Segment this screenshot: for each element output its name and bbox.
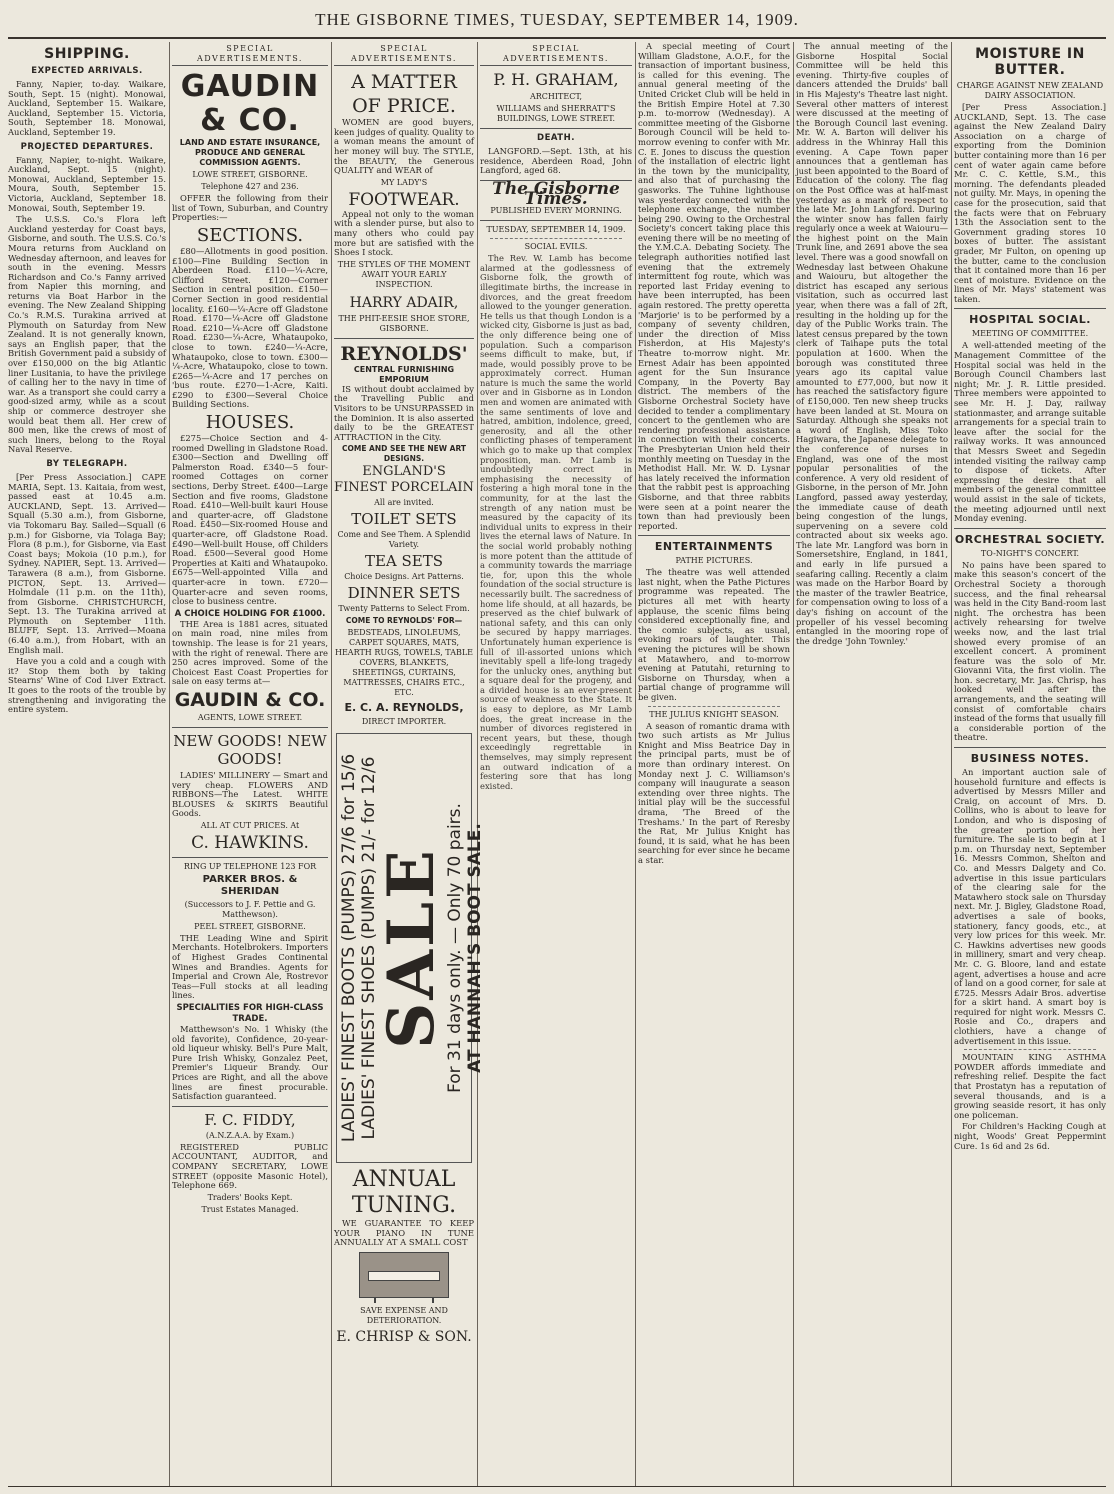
expected-arrivals-heading: EXPECTED ARRIVALS. [31, 66, 143, 76]
eca-reynolds-name: E. C. A. REYNOLDS, [344, 701, 464, 715]
cough-cure-ad: For Children's Hacking Cough at night, Woods' Great Peppermint Cure. 1s 6d and 2s 6d. [954, 1121, 1106, 1151]
gaudin-address: LOWE STREET, GISBORNE. [192, 170, 308, 180]
houses-list: £275—Choice Section and 4-roomed Dwelling in Gladstone Road. £300—Section and Dwelling off Palmerston Road. £340—5 four-roomed Cottages on corner sections, Derby Street. £400—Large Section and five rooms, Gladstone Road. £410—Well-built kauri House and quarter-acre, off Gladstone Road. £450—Six-roomed House and quarter-acre, off Gladstone Road. £490—Well-built House, off Childers Road. £500—Several good Home Properties at Kaiti and Whataupoko. £675—Well-appointed Villa and quarter-acre in town. £720—Quarter-acre and seven rooms, close to business centre. [172, 433, 328, 607]
ad-rule [172, 727, 328, 728]
section-rule [480, 220, 632, 221]
column-gaudin-ads [172, 42, 328, 1482]
bottom-rule [8, 1486, 1106, 1487]
dash-rule [490, 238, 622, 239]
eca-subtitle: DIRECT IMPORTER. [361, 717, 447, 727]
boot-sale-rotated [339, 738, 485, 1158]
section-rule [954, 308, 1106, 309]
article-body: The Rev. W. Lamb has become alarmed at the godlessness of Gisborne folk, the growth of illegitimate births, the increase in divorces, and the great freedom allowed to the younger generation. He tells us that though London is a wicked city, Gisborne is just as bad, the only difference being one of population. Such a comparison seems difficult to make, but, if made, would possibly prove to be approximately correct. Human nature is much the same the world over and in Gisborne as in London men and women are animated with the same sentiments of love and hatred, ambition, indolence, greed, generosity, and all the other conflicting phases of temperament which go to make up that complex proposition, man. Mr Lamb is undoubtedly correct in emphasising the necessity of fostering a high moral tone in the community, for at the last the strength of any nation must be measured by the capacity of its individual units to express in their lives the eternal laws of Nature. In the social world probably nothing is more potent than the attitude of a community towards the marriage tie, for, upon this the whole foundation of the social structure is necessarily built. The sacredness of home life should, at all hazards, be preserved as the chief bulwark of national safety, and this can only be secured by happy marriages. Unfortunately human experience is full of ill-assorted unions which inevitably spell a life-long tragedy for the unlucky ones, anything but a square deal for the progeny, and a divided house is an ever-present source of weakness to the State. It is easy to deplore, as Mr Lamb does, the great increase in the number of divorces registered in recent years, but these, though exceedingly regrettable in themselves, may simply represent an outward indication of a festering sore that has long existed. [480, 253, 632, 791]
published-every-morning: PUBLISHED EVERY MORNING. [490, 206, 622, 216]
masthead [0, 0, 1114, 40]
paper-title: The Gisborne Times. [492, 178, 620, 209]
column-divider [951, 42, 952, 1487]
projected-departures-heading: PROJECTED DEPARTURES. [20, 141, 154, 152]
column-editorial [480, 42, 632, 1482]
projected-departures-text: Fanny, Napier, to-night. Waikare, Auckland, Sept. 15 (night). Monowai, Auckland, September 15. Moura, South, September 15. Victoria, Auckland, September 18. Monowai, South, September 19. [8, 154, 166, 213]
emporium-subheading: CENTRAL FURNISHING EMPORIUM [353, 364, 455, 384]
piano-icon [359, 1252, 449, 1298]
sale-word: SALE [374, 847, 449, 1050]
gaudin-logo: GAUDIN & CO. [180, 69, 320, 139]
chrisp-name: E. CHRISP & SON. [336, 1329, 472, 1346]
tea-sub: Choice Designs. Art Patterns. [344, 572, 464, 582]
peel-street: PEEL STREET, GISBORNE. [194, 921, 306, 931]
toilet-sub: Come and See Them. A Splendid Variety. [337, 530, 471, 550]
sale-line-hannahs: AT HANNAH'S BOOT SALE. [465, 823, 485, 1074]
column-divider [793, 42, 794, 1487]
appeal-text: Appeal not only to the woman with a slender purse, but also to many others who could pay more but are satisfied with the Shoes I stock. [334, 208, 474, 258]
julius-knight-text: A season of romantic drama with two such artists as Mr Julius Knight and Miss Beatrice Day in the principal parts, must be of more than ordinary interest. On Monday next J. C. Williamson's company will inaugurate a season extending over three nights. The initial play will be the successful drama, 'The Breed of the Treshams.' In the part of Reresby the Rat, Mr Julius Knight has found, it is said, what he has been searching for ever since he became a star. [638, 720, 790, 865]
sale-line-days: For 31 days only. — Only 70 pairs. [445, 803, 465, 1094]
death-notice: LANGFORD.—Sept. 13th, at his residence, Aberdeen Road, John Langford, aged 68. [480, 146, 632, 176]
porcelain-heading: ENGLAND'S FINEST PORCELAIN [334, 464, 474, 496]
pathe-text: The theatre was well attended last night, when the Pathe Pictures programme was repeated. The pictures all met with hearty applause, the scenic films being considered exceptionally fine, and the comic subjects, as usual, evoking roars of laughter. This evening the pictures will be shown at Matawhero, and to-morrow evening at Patutahi, returning to Gisborne on Thursday, when a partial change of programme will be given. [638, 567, 790, 702]
cut-prices: ALL AT CUT PRICES. At [200, 820, 300, 830]
pathe-heading: PATHE PICTURES. [675, 556, 753, 566]
column-local-news [638, 42, 790, 1482]
choice-holding-heading: A CHOICE HOLDING FOR £1000. [174, 608, 326, 619]
matter-of-price-heading: A MATTER OF PRICE. [351, 71, 457, 118]
ad-rule [172, 857, 328, 858]
tuning-text: WE GUARANTEE TO KEEP YOUR PIANO IN TUNE ANNUALLY AT A SMALL COST [334, 1218, 474, 1248]
sale-line-boots: LADIES' FINEST BOOTS (PUMPS) 27/6 for 15/6 [339, 754, 359, 1143]
annual-heading: ANNUAL [352, 1167, 456, 1193]
choice-holding-text: THE Area is 1881 acres, situated on main road, nine miles from township. The lease is for 21 years, with the right of renewal. There are 250 acres improved. Some of the Choicest East Coast Properties for sale on easy terms at— [172, 618, 328, 687]
sale-line-shoes: LADIES' FINEST SHOES (PUMPS) 21/- for 12/6 [359, 756, 379, 1140]
julius-knight-heading: THE JULIUS KNIGHT SEASON. [649, 709, 779, 719]
new-goods-heading: NEW GOODS! NEW GOODS! [173, 731, 327, 768]
by-telegraph-heading: BY TELEGRAPH. [46, 458, 128, 469]
expected-arrivals-text: Fanny, Napier, to-day. Waikare, South, Sept. 15 (night). Monowai, Auckland, September 15. Waikare, Auckland, September 15. Victoria, South, September 18. Monowai, Auckland, September 19. [8, 79, 166, 137]
dash-rule [648, 706, 780, 707]
art-designs: COME AND SEE THE NEW ART DESIGNS. [341, 444, 467, 464]
tea-sets: TEA SETS [364, 552, 444, 571]
section-rule [954, 747, 1106, 748]
sections-list: £80—Allotments in good position. £100—Fine Building Section in Aberdeen Road. £110—¼-Acre, Clifford Street. £120—Corner Section in central position. £150—Corner Section in good residential locality. £160—¼-Acre off Gladstone Road. £170—¼-Acre off Gladstone Road. £210—¼-Acre off Gladstone Road. £230—¼-Acre, Whataupoko, close to town. £240—¼-Acre, Whataupoko, close to town. £300—¼-Acre, Whataupoko, close to town. £265—¼-Acre and 17 perches on 'bus route. £270—1-Acre, Kaiti. £290 to £300—Several Choice Building Sections. [172, 245, 328, 410]
moisture-subheading: CHARGE AGAINST NEW ZEALAND DAIRY ASSOCIATION. [956, 81, 1104, 100]
column-shipping [8, 42, 166, 1482]
reynolds-list: BEDSTEADS, LINOLEUMS, CARPET SQUARES, MATS, HEARTH RUGS, TOWELS, TABLE COVERS, BLANKETS, SHEETINGS, CURTAINS, MATTRESSES, CHAIRS ETC., ETC. [334, 628, 474, 698]
orchestral-heading: ORCHESTRAL SOCIETY. [954, 532, 1106, 546]
death-heading: DEATH. [537, 133, 575, 144]
ring-telephone: RING UP TELEPHONE 123 FOR [183, 861, 317, 871]
gaudin-agents: AGENTS, LOWE STREET. [197, 712, 303, 722]
newspaper-title: THE GISBORNE TIMES, TUESDAY, SEPTEMBER 14, 1909. [315, 10, 799, 29]
shipping-news-text: The U.S.S. Co.'s Flora left Auckland yesterday for Coast bays, Gisborne, and south. The U.S.S. Co.'s Moura returns from Auckland on Wednesday afternoon, and leaves for south in the evening. Messrs Richardson and Co.'s Fanny arrived from Napier this morning, and returns via Boat Harbor in the evening. The New Zealand Shipping Co.'s R.M.S. Turakina arrived at Plymouth on Saturday from New Zealand. It is not generally known, says an English paper, that the British Government paid a subsidy of over £150,000 on the big Atlantic liner Lusitania, to have the privilege of calling her to the navy in time of war. As a transport she could carry a good-sized army, while as a scout ship or commerce destroyer she would beat them all. Her crew of 800 men, like the crews of most of such liners, belong to the Royal Naval Reserve. [8, 214, 167, 455]
specialities-text: Matthewson's No. 1 Whisky (the old favorite), Confidence, 20-year-old liqueur whisky. Bell's Pure Malt, Pure Irish Whisky, Gonzalez Peet, Premier's Liqueur Brandy. Our Prices are Right, and all the above lines are finest procurable. Satisfaction guaranteed. [172, 1024, 328, 1102]
article-heading: SOCIAL EVILS. [524, 242, 588, 252]
dinner-sub: Twenty Patterns to Select From. [338, 604, 470, 614]
ad-rule [172, 1106, 328, 1107]
ad-rule [334, 338, 474, 339]
my-ladys: MY LADY'S [380, 177, 428, 187]
local-news-text: A special meeting of Court William Gladstone, A.O.F., for the transaction of important business, is called for this evening. The annual general meeting of the United Cricket Club will be held in the British Empire Hotel at 7.30 p.m. to-morrow (Wednesday). A committee meeting of the Gisborne Borough Council will be held to-morrow evening to confer with Mr. C. E. Jones to discuss the question of the installation of electric light in the town by the municipality, and also that of purchasing the gasworks. The Tuhine lighthouse was yesterday connected with the telephone exchange, the number being 290. Owing to the Orchestral Society's concert taking place this evening there will be no meeting of the Y.M.C.A. Debating Society. The telegraph authorities notified last evening that the extremely intermittent fog route, which was reported last Friday evening to have been interrupted, has been again restored. The pretty operetta 'Marjorie' is to be performed by a company of seventy children, under the direction of Miss Fisherdon, at His Majesty's Theatre to-morrow night. Mr. Ernest Adair has been appointed agent for the Sun Insurance Company, in the Poverty Bay district. The members of the Gisborne Orchestral Society have decided to tender a complimentary concert to the gentlemen who are rendering professional assistance in connection with their concerts. The Presbyterian Union held their monthly meeting on Tuesday in the Methodist Hall. Mr. W. D. Lysnar has lately received the information that the rabbit pest is approaching Gisborne, and that three rabbits were seen at a point nearer the town than had previously been reported. [638, 41, 790, 531]
entertainments-heading: ENTERTAINMENTS [654, 540, 774, 554]
fiddy-text: REGISTERED PUBLIC ACCOUNTANT, AUDITOR, and COMPANY SECRETARY, LOWE STREET (opposite Masonic Hotel), Telephone 669. [172, 1141, 328, 1191]
women-text: WOMEN are good buyers, keen judges of quality. Quality to a woman means the amount of her money will buy. The STYLE, the BEAUTY, the Generous QUALITY and WEAR of [334, 117, 474, 176]
column-divider [635, 42, 636, 1487]
special-ads-banner: SPECIAL ADVERTISEMENTS. [480, 44, 632, 66]
telegraph-text: [Per Press Association.] CAPE MARIA, Sept. 13. Kaitaia, from west, passed east at 10.45 a.m. AUCKLAND, Sept. 13. Arrived—Squall (5.30 a.m.), from Gisborne, via Tokomaru Bay. Sailed—Squall (6 p.m.) for Gisborne, via Tolaga Bay; Flora (8 p.m.), for Gisborne, via East Coast bays; Mokoia (10 p.m.), for Sydney. NAPIER, Sept. 13. Arrived—Tarawera (8 a.m.), from Gisborne. PICTON, Sept. 13. Arrived—Holmdale (11 p.m. on the 11th), from Gisborne. CHRISTCHURCH, Sept. 13. The Turakina arrived at Plymouth on September 11th. BLUFF, Sept. 13. Arrived—Moana (6.40 a.m.), from Hobart, with an English mail. [8, 471, 166, 655]
adair-subtitle: THE PHIT-EESIE SHOE STORE, GISBORNE. [338, 313, 470, 333]
special-ads-banner: SPECIAL ADVERTISEMENTS. [172, 44, 328, 66]
business-notes-heading: BUSINESS NOTES. [970, 752, 1090, 766]
come-to-reynolds: COME TO REYNOLDS' FOR— [345, 616, 463, 626]
gaudin-footer-logo: GAUDIN & CO. [174, 688, 326, 711]
styles-text: THE STYLES OF THE MOMENT AWAIT YOUR EARLY INSPECTION. [337, 259, 471, 289]
hawkins-name: C. HAWKINS. [191, 832, 309, 853]
masthead-rule [8, 37, 1106, 39]
toilet-sets: TOILET SETS [351, 510, 457, 529]
section-rule [954, 528, 1106, 529]
orchestral-subheading: TO-NIGHT'S CONCERT. [980, 548, 1080, 558]
gaudin-offer: OFFER the following from their list of Town, Suburban, and Country Properties:— [172, 193, 328, 223]
gaudin-subtitle: LAND AND ESTATE INSURANCE, PRODUCE AND GENERAL COMMISSION AGENTS. [179, 138, 321, 168]
hospital-social-heading: HOSPITAL SOCIAL. [969, 313, 1091, 327]
column-reports [954, 42, 1106, 1482]
parker-text: THE Leading Wine and Spirit Merchants. Hotelbrokers. Importers of Highest Grades Continental Wines and Brandies. Agents for Imperial and Crown Ale, Rostrevor Teas—Full stocks at all leading lines. [172, 932, 328, 1001]
column-divider [331, 42, 332, 1487]
moisture-heading: MOISTURE IN BUTTER. [975, 46, 1085, 78]
save-expense: SAVE EXPENSE AND DETERIORATION. [360, 1306, 448, 1326]
special-ads-banner: SPECIAL ADVERTISEMENTS. [334, 44, 474, 66]
fiddy-books: Traders' Books Kept. [207, 1192, 293, 1202]
section-rule [638, 535, 790, 536]
gaudin-phone: Telephone 427 and 236. [201, 182, 299, 192]
fiddy-name: F. C. FIDDY, [204, 1110, 296, 1129]
moisture-text: [Per Press Association.] AUCKLAND, Sept. 13. The case against the New Zealand Dairy Association on a charge of exporting from the Dominion butter containing more than 16 per cent of water again came before Mr. C. C. Kettle, S.M., this morning. The defendants pleaded not guilty. Mr. Mays, in opening the case for the prosecution, said that the facts were that on February 13th the Association sent to the Government grading stores 10 boxes of butter. The assistant grader, Mr Fulton, on opening up the butter, came to the conclusion that it contained more than 16 per cent of moisture. Evidence on the lines of Mr. Mays' statement was taken. [954, 102, 1106, 304]
graham-building: WILLIAMS and SHERRATT'S BUILDINGS, LOWE STREET. [496, 104, 616, 124]
local-news-text-2: The annual meeting of the Gisborne Hospital Social Committee will be held this evening. Thirty-five couples of dancers attended the Druids' ball in His Majesty's Theatre last night. Several other matters of interest were discussed at the meeting of the Borough Council last evening. Mr. W. A. Barton will deliver his address in the Whinray Hall this evening. A Cape Town paper announces that a gentleman has just been appointed to the Board of Education of the colony. The flag on the Post Office was at half-mast yesterday as a mark of respect to the late Mr. John Langford. During the winter snow has fallen fairly regularly once a week at Waiouru—the highest point on the Main Trunk line, and 2691 above the sea level. There was a good snowfall on Wednesday last between Ohakune and Waiouru, but altogether the district has escaped any serious visitation, such as occurred last year, when there was a fall of 2ft, resulting in the holding up for the day of the Public Works train. The latest census prepared by the town clerk of Taihape puts the total population at 1600. When the borough was constituted three years ago its capital value amounted to £77,000, but now it has reached the satisfactory figure of £150,000. Ten new sheep trucks have been landed at St. Moura on Saturday. Although she speaks not a word of English, Miss Toko Hagiwara, the Japanese delegate to the conference of nurses in England, was one of the most popular personalities of the conference. A very old resident of Gisborne, in the person of Mr. John Langford, passed away yesterday, the immediate cause of death being congestion of the lungs, supervening on a severe cold contracted about six weeks ago. The late Mr. Langford was born in Somersetshire, England, in 1841, and early in life pursued a seafaring calling. Recently a claim was made on the Harbor Board by the master of the trawler Beatrice, for compensation owing to loss of a day's fishing on account of the propeller of his vessel becoming entangled in the mooring rope of the dredge 'John Townley.' [796, 41, 948, 646]
boot-sale-ad [336, 733, 485, 1163]
asthma-ad: MOUNTAIN KING ASTHMA POWDER affords immediate and refreshing relief. Despite the fact that Prostatyn has a reputation of several thousands, and is a growing seaside resort, it has only one policeman. [954, 1052, 1106, 1120]
dash-rule [964, 1049, 1096, 1050]
parker-successors: (Successors to J. F. Pettie and G. Matthewson). [184, 899, 316, 919]
all-invited: All are invited. [374, 498, 434, 508]
graham-name: P. H. GRAHAM, [493, 70, 619, 90]
reynolds-heading: REYNOLDS' [340, 342, 468, 365]
column-divider [169, 42, 170, 1487]
hospital-text: A well-attended meeting of the Management Committee of the Hospital social was held in the Borough Council Chambers last night; Mr. J. R. Little presided. Three members were appointed to see Mr. H. J. Day, railway stationmaster, and arrange suitable arrangements for a special train to leave after the social for the railway works. It was announced that Messrs Sweet and Segedin intended visiting the railway camp to dispose of tickets. After expressing the desire that all members of the general committee would assist in the sale of tickets, the meeting adjourned until next Monday evening. [954, 340, 1106, 524]
parker-bros-name: PARKER BROS. & SHERIDAN [202, 873, 298, 897]
fiddy-subtitle: (A.N.Z.A.A. by Exam.) [205, 1130, 295, 1140]
architect-label: ARCHITECT, [529, 92, 583, 102]
column-shop-ads [334, 42, 485, 1482]
specialities-heading: SPECIALITIES FOR HIGH-CLASS TRADE. [176, 1003, 324, 1025]
sections-heading: SECTIONS. [196, 224, 304, 246]
business-notes-text: An important auction sale of household furniture and effects is advertised by Messrs Miller and Craig, on account of Mrs. D. Collins, who is about to leave for London, and who is disposing of the greater portion of her furniture. The sale is to begin at 1 p.m. on Thursday next, September 16. Messrs Common, Shelton and Co. and Messrs Dalgety and Co. advertise in this issue particulars of the clearing sale for the Matawhero stock sale on Thursday next. Mr. J. Bigley, Gladstone Road, advertises a sale of books, stationery, fancy goods, etc., at very low prices for this week. Mr. C. Hawkins advertises new goods in millinery, smart and very cheap. Mr. C. G. Bloore, land and estate agent, advertises a house and acre of land on a good corner, for sale at £725. Messrs Adair Bros. advertise for a skirt hand. A smart boy is required for night work. Messrs C. Rosie and Co., drapers and clothiers, have a change of advertisement in this issue. [954, 767, 1106, 1046]
tuning-heading: TUNING. [351, 1193, 457, 1219]
houses-heading: HOUSES. [205, 412, 295, 434]
hospital-subheading: MEETING OF COMMITTEE. [971, 329, 1089, 339]
dinner-sets: DINNER SETS [347, 584, 461, 603]
reynolds-text: IS without doubt acclaimed by the Travelling Public and Visitors to be UNSURPASSED in the Dominion. It is also asserted daily to be the GREATEST ATTRACTION in the City. [334, 383, 474, 442]
editorial-dateline: TUESDAY, SEPTEMBER 14, 1909. [486, 225, 626, 235]
column-local-news-2 [796, 42, 948, 1482]
footwear-heading: FOOTWEAR. [348, 189, 460, 210]
harry-adair-name: HARRY ADAIR, [349, 294, 459, 311]
orchestral-text: No pains have been spared to make this season's concert of the Orchestral Society a thorough success, and the final rehearsal was held in the City Band-room last night. The orchestra has been actively rehearsing for twelve weeks now, and the last trial showed every promise of an excellent concert. A prominent feature was the solo of Mr. Giovanni Vita, the first violin. The hon. secretary, Mr. Jas. Chrisp, has looked well after the arrangements, and the seating will consist of comfortable chairs instead of the forms that usually fill a considerable portion of the theatre. [954, 559, 1106, 743]
goods-lines: LADIES' MILLINERY — Smart and very cheap. FLOWERS AND RIBBONS—The Latest. WHITE BLOUSES & SKIRTS Beautiful Goods. [172, 769, 328, 819]
cod-liver-ad: Have you a cold and a cough with it? Stop them both by taking Stearns' Wine of Cod Liver Extract. It goes to the roots of the trouble by strengthening and invigorating the entire system. [8, 656, 166, 715]
shipping-heading: SHIPPING. [44, 46, 130, 62]
section-rule [480, 128, 632, 129]
fiddy-trust: Trust Estates Managed. [201, 1204, 299, 1214]
